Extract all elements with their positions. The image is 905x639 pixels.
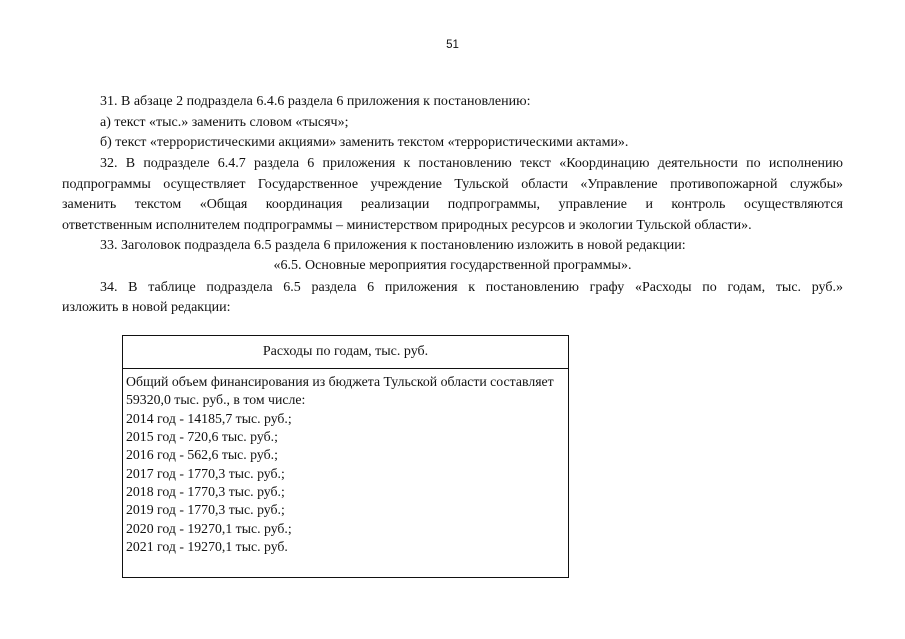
- expenses-table: [122, 335, 569, 578]
- table-body-line: 2016 год - 562,6 тыс. руб.;: [126, 447, 278, 463]
- paragraph-34-line-2: изложить в новой редакции:: [62, 300, 231, 315]
- paragraph-34-line-1: 34. В таблице подраздела 6.5 раздела 6 приложения к постановлению графу «Расходы по годам, тыс. руб.»: [100, 280, 843, 295]
- table-body-line: 2019 год - 1770,3 тыс. руб.;: [126, 502, 285, 518]
- table-body-line: 2018 год - 1770,3 тыс. руб.;: [126, 483, 285, 499]
- table-body: [123, 369, 568, 556]
- table-body-line: 2015 год - 720,6 тыс. руб.;: [126, 428, 278, 444]
- table-body-line: 2017 год - 1770,3 тыс. руб.;: [126, 465, 285, 481]
- table-body-line: 59320,0 тыс. руб., в том числе:: [126, 392, 306, 408]
- paragraph-31b-line-1: б) текст «террористическими акциями» заменить текстом «террористическими актами».: [100, 135, 629, 150]
- table-body-line: Общий объем финансирования из бюджета Тульской области составляет: [126, 374, 554, 389]
- paragraph-31a-line-1: а) текст «тыс.» заменить словом «тысяч»;: [100, 115, 349, 130]
- table-body-line: 2014 год - 14185,7 тыс. руб.;: [126, 410, 292, 426]
- section-heading-quote: «6.5. Основные мероприятия государственной программы».: [273, 258, 632, 273]
- page-number: 51: [446, 39, 459, 51]
- paragraph-32-line-2: подпрограммы осуществляет Государственное учреждение Тульской области «Управление противопожарной службы»: [62, 177, 843, 192]
- table-body-line: 2020 год - 19270,1 тыс. руб.;: [126, 520, 292, 536]
- paragraph-32-line-3: заменить текстом «Общая координация реализации подпрограммы, управление и контроль осуществляются: [62, 197, 843, 212]
- paragraph-32-line-4: ответственным исполнителем подпрограммы – министерством природных ресурсов и экологии Тульской области».: [62, 218, 752, 233]
- table-body-line: 2021 год - 19270,1 тыс. руб.: [126, 538, 288, 554]
- paragraph-31-line-1: 31. В абзаце 2 подраздела 6.4.6 раздела 6 приложения к постановлению:: [100, 94, 531, 109]
- paragraph-33-line-1: 33. Заголовок подраздела 6.5 раздела 6 приложения к постановлению изложить в новой редакции:: [100, 238, 686, 253]
- table-header: Расходы по годам, тыс. руб.: [123, 336, 568, 369]
- paragraph-32-line-1: 32. В подразделе 6.4.7 раздела 6 приложения к постановлению текст «Координацию деятельности по исполнению: [100, 156, 843, 171]
